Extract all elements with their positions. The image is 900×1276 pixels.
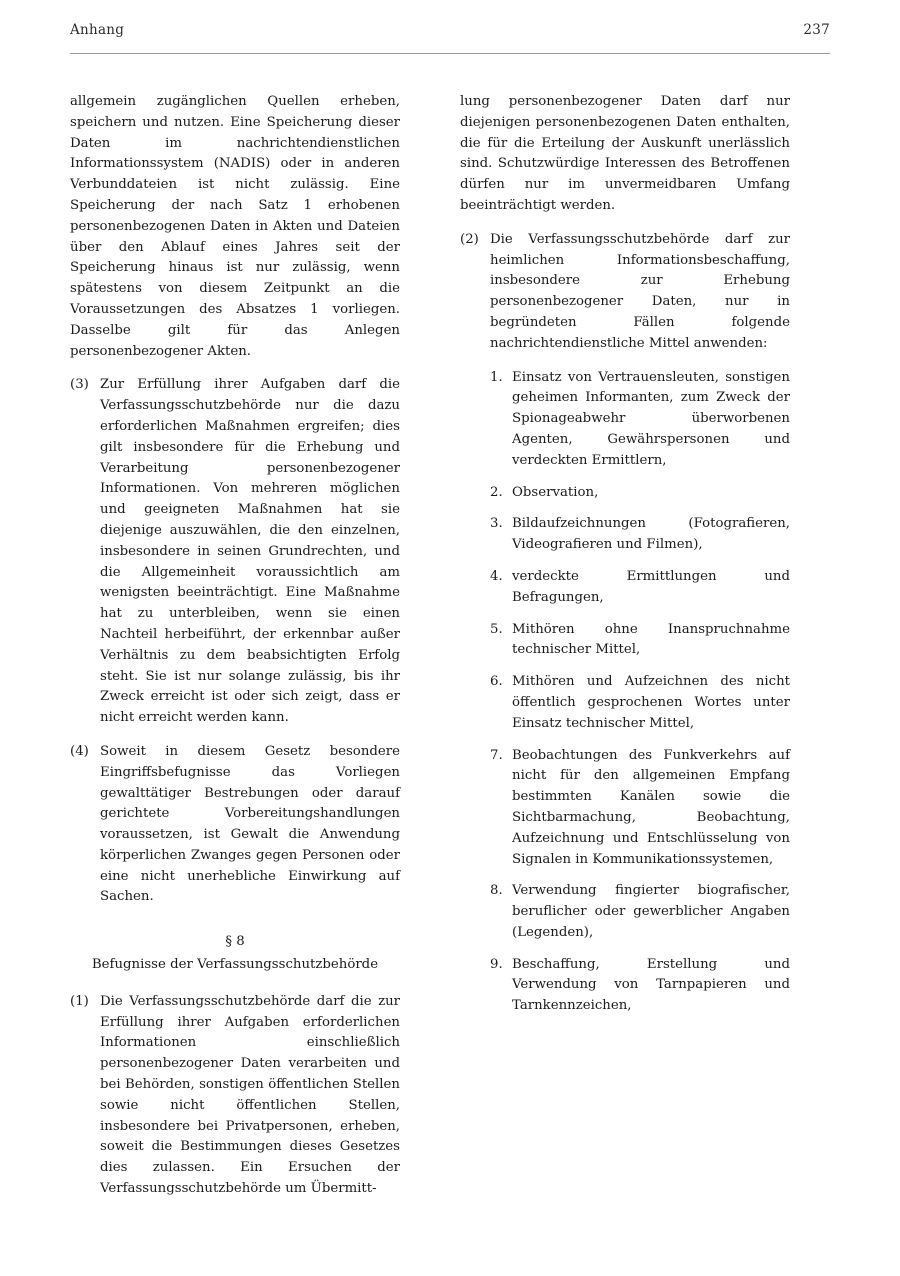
continuation-paragraph: lung personenbezogener Daten darf nur diejenigen personenbezogenen Daten enthalten, die für die Erteilung der Auskunft unerlässlich sind. Schutzwürdige Interessen des Betroffenen dürfen nur im unvermeidbaren Umfang beeinträchtigt werden. — [460, 94, 790, 213]
paragraph-marker: (1) — [70, 993, 89, 1009]
paragraph-text: Die Verfassungsschutzbehörde darf zur heimlichen Informationsbeschaffung, insbesondere zur Erhebung personenbezogener Daten, nur in begründeten Fällen folgende nachrichtendienstliche Mittel anwenden: — [490, 231, 790, 351]
list-item — [490, 955, 790, 1017]
list-item — [490, 567, 790, 609]
left-column — [70, 92, 400, 1213]
header-section-label: Anhang — [70, 22, 125, 38]
paragraph-marker: (3) — [70, 377, 89, 393]
page-number: 237 — [803, 22, 830, 38]
list-item-marker: 8. — [490, 883, 503, 899]
list-item-text: Beobachtungen des Funkverkehrs auf nicht für den allgemeinen Empfang bestimmten Kanälen sowie die Sichtbarmachung, Beobachtung, Aufzeichnung und Entschlüsselung von Signalen in Kommunikationssystemen, — [512, 747, 790, 867]
list-item-text: Mithören ohne Inanspruchnahme technischer Mittel, — [512, 621, 790, 658]
list-item-text: Einsatz von Vertrauensleuten, sonstigen geheimen Informanten, zum Zweck der Spionageabwehr überworbenen Agenten, Gewährspersonen und verdeckten Ermittlern, — [512, 369, 790, 468]
list-item — [490, 483, 790, 504]
list-item — [490, 620, 790, 662]
paragraph-marker: (2) — [460, 231, 479, 247]
body-columns — [70, 92, 830, 1213]
list-item-marker: 2. — [490, 484, 503, 500]
list-item — [490, 746, 790, 871]
list-item-marker: 3. — [490, 516, 503, 532]
list-item-text: Verwendung fingierter biografischer, beruflicher oder gewerblicher Angaben (Legenden), — [512, 883, 790, 940]
list-item-text: verdeckte Ermittlungen und Befragungen, — [512, 568, 790, 605]
paragraph-marker: (4) — [70, 743, 89, 759]
list-item-marker: 9. — [490, 956, 503, 972]
continuation-paragraph: allgemein zugänglichen Quellen erheben, speichern und nutzen. Eine Speicherung dieser Daten im nachrichtendienstlichen Informationssystem (NADIS) oder in anderen Verbunddateien ist nicht zulässig. Eine Speicherung der nach Satz 1 erhobenen personenbezogenen Daten in Akten und Dateien über den Ablauf eines Jahres seit der Speicherung hinaus ist nur zulässig, wenn spätestens von diesem Zeitpunkt an die Voraussetzungen des Absatzes 1 vorliegen. Dasselbe gilt für das Anlegen personenbezogener Akten. — [70, 94, 400, 359]
enumerated-list — [490, 368, 790, 1018]
list-item-marker: 6. — [490, 674, 503, 690]
list-item — [490, 881, 790, 943]
list-item-text: Observation, — [512, 484, 599, 500]
section-title: Befugnisse der Verfassungsschutzbehörde — [91, 957, 379, 973]
list-item-text: Bildaufzeichnungen (Fotografieren, Videografieren und Filmen), — [512, 516, 790, 553]
list-item-text: Beschaffung, Erstellung und Verwendung von Tarnpapieren und Tarnkennzeichen, — [512, 956, 790, 1014]
paragraph-text: Zur Erfüllung ihrer Aufgaben darf die Verfassungsschutzbehörde nur die dazu erforderlichen Maßnahmen ergreifen; dies gilt insbesondere für die Erhebung und Verarbeitung personenbezogener Informationen. Von mehreren möglichen und geeigneten Maßnahmen hat sie diejenige auszuwählen, die den einzelnen, insbesondere in seinen Grundrechten, und die Allgemeinheit voraussichtlich am wenigsten beeinträchtigt. Eine Maßnahme hat zu unterbleiben, wenn sie einen Nachteil herbeiführt, der erkennbar außer Verhältnis zu dem beabsichtigten Erfolg steht. Sie ist nur solange zulässig, bis ihr Zweck erreicht ist oder sich zeigt, dass er nicht erreicht werden kann. — [100, 377, 400, 726]
list-item-marker: 4. — [490, 568, 503, 584]
list-item-marker: 7. — [490, 747, 503, 763]
list-item-text: Mithören und Aufzeichnen des nicht öffentlich gesprochenen Wortes unter Einsatz technischer Mittel, — [512, 674, 790, 731]
right-column — [460, 92, 790, 1213]
list-item — [490, 672, 790, 734]
numbered-paragraph-4 — [70, 742, 400, 908]
list-item — [490, 514, 790, 556]
numbered-paragraph-3 — [70, 375, 400, 729]
list-item-marker: 1. — [490, 369, 503, 385]
section-number: § 8 — [225, 934, 245, 950]
numbered-paragraph-2 — [460, 230, 790, 355]
paragraph-text: Die Verfassungsschutzbehörde darf die zur Erfüllung ihrer Aufgaben erforderlichen Informationen einschließlich personenbezogener Daten verarbeiten und bei Behörden, sonstigen öffentlichen Stellen sowie nicht öffentlichen Stellen, insbesondere bei Privatpersonen, erheben, soweit die Bestimmungen dieses Gesetzes dies zulassen. Ein Ersuchen der Verfassungsschutzbehörde um Übermitt- — [100, 993, 400, 1197]
running-header — [70, 22, 830, 54]
numbered-paragraph-1 — [70, 992, 400, 1200]
paragraph-text: Soweit in diesem Gesetz besondere Eingriffsbefugnisse das Vorliegen gewalttätiger Bestrebungen oder darauf gerichtete Vorbereitungshandlungen voraussetzen, ist Gewalt die Anwendung körperlichen Zwanges gegen Personen oder eine nicht unerhebliche Einwirkung auf Sachen. — [100, 743, 400, 905]
list-item-marker: 5. — [490, 621, 503, 637]
list-item — [490, 368, 790, 472]
